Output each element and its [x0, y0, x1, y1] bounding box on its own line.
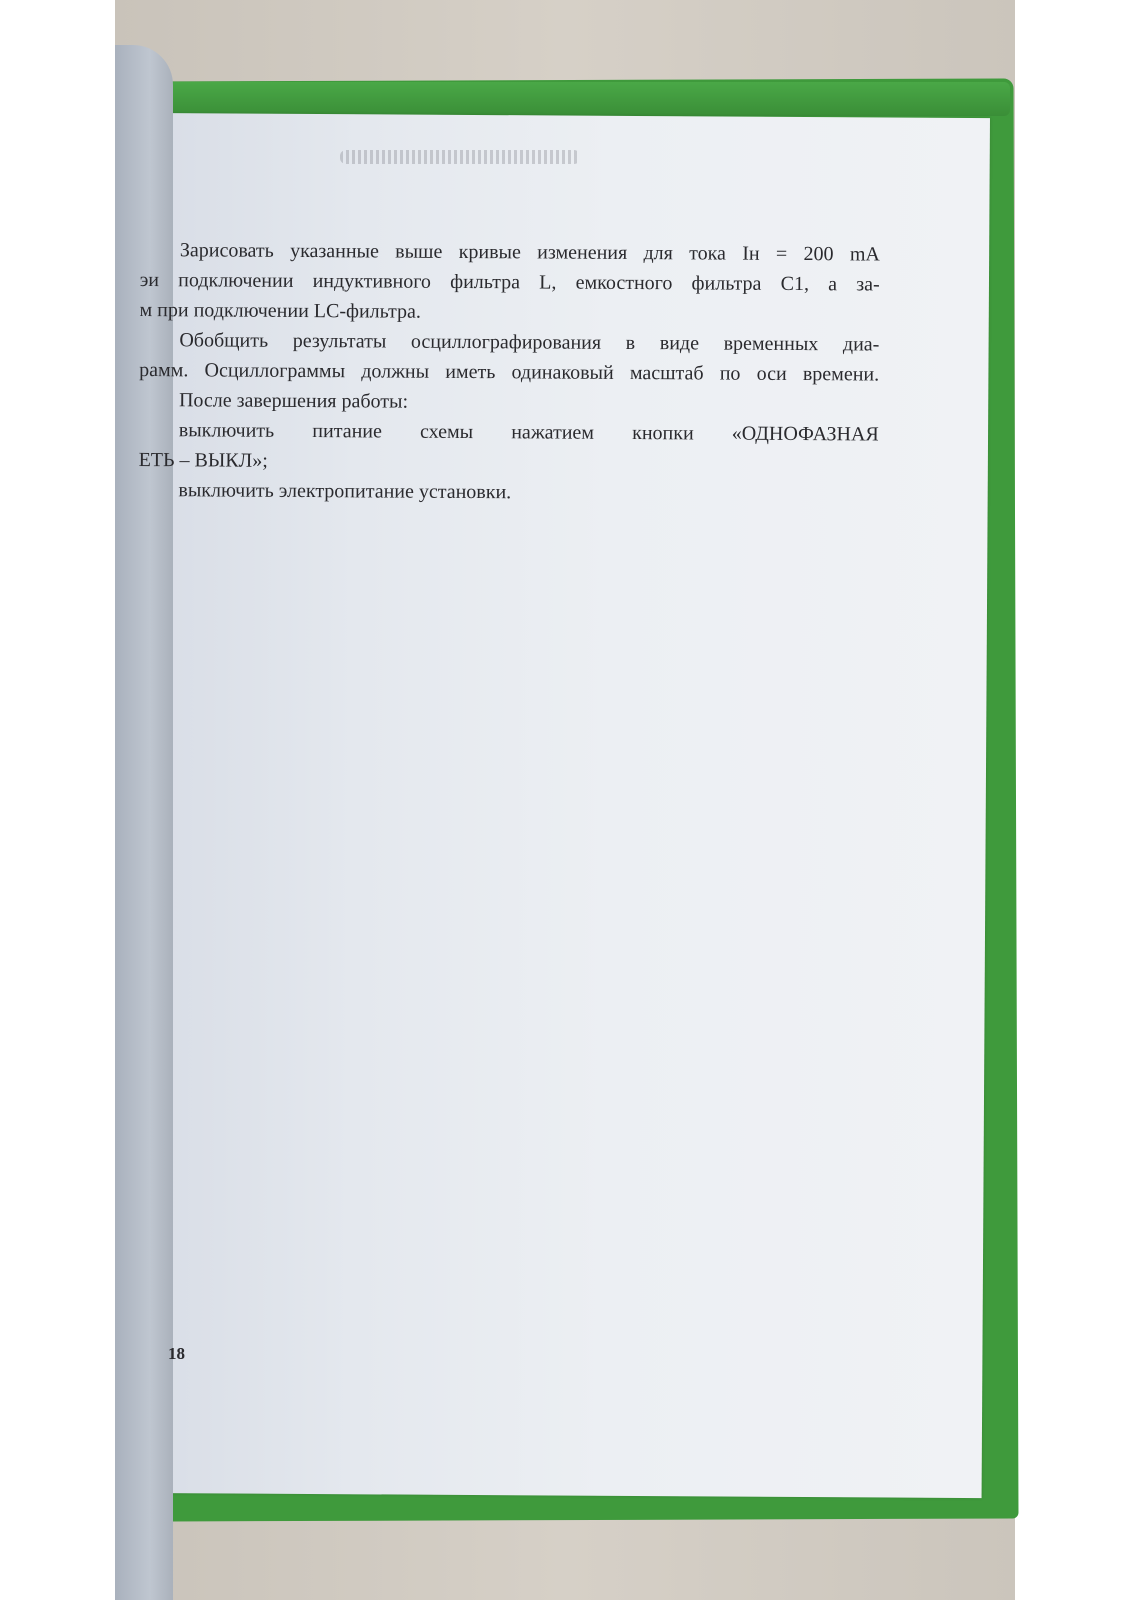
folder-top-edge	[150, 82, 1010, 116]
document-body	[138, 235, 880, 510]
text-line-4: Обобщить результаты осциллографирования в виде временных диа-	[179, 329, 880, 356]
text-line-9: выключить электропитание установки.	[178, 479, 512, 504]
text-line-1: Зарисовать указанные выше кривые изменения для тока Iн = 200 mA	[179, 239, 880, 266]
text-line-6: После завершения работы:	[178, 389, 409, 413]
print-smudge	[340, 150, 580, 164]
page-number: 18	[168, 1344, 185, 1363]
text-line-7: выключить питание схемы нажатием кнопки «ОДНОФАЗНАЯ	[178, 419, 879, 446]
text-line-5: рамм. Осциллограммы должны иметь одинаковый масштаб по оси времени.	[139, 358, 880, 386]
text-line-8: ЕТЬ – ВЫКЛ»;	[138, 448, 268, 472]
text-line-2: эи подключении индуктивного фильтра L, емкостного фильтра C1, а за-	[139, 268, 880, 296]
text-line-3: м при подключении LC-фильтра.	[139, 298, 421, 323]
